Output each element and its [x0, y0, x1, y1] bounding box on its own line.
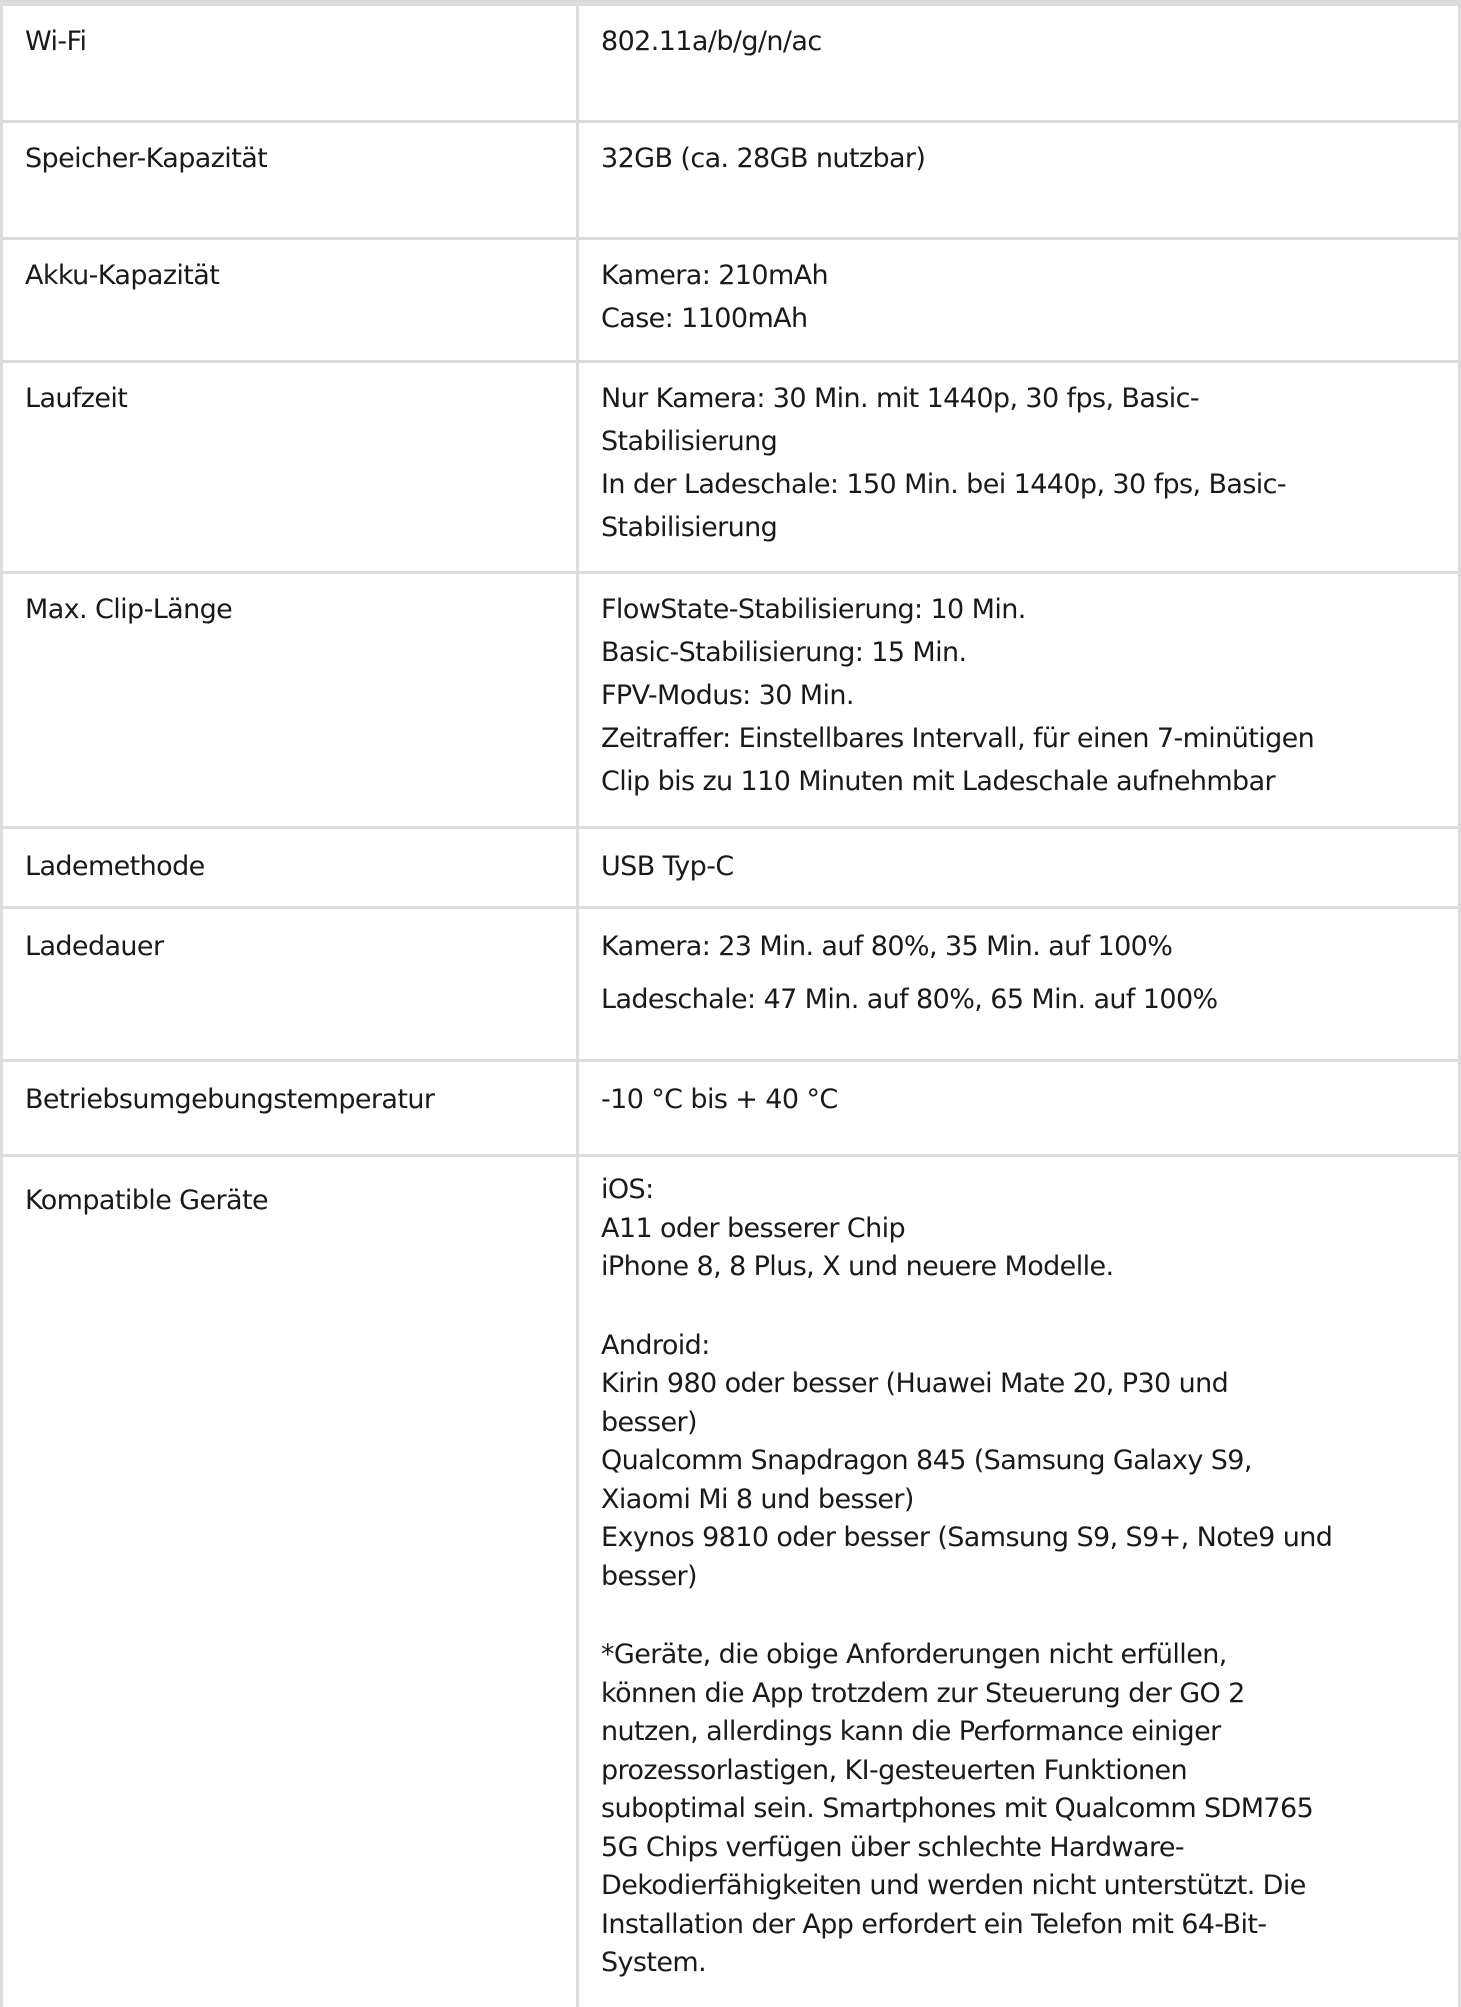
note-line: *Geräte, die obige Anforderungen nicht erfüllen, [601, 1639, 1227, 1670]
spec-row-battery [3, 240, 1458, 360]
ios-heading: iOS: [601, 1174, 654, 1205]
spec-value-line: Stabilisierung [601, 512, 778, 543]
spec-row-charging-method [3, 829, 1458, 906]
spec-row-charging-time [3, 909, 1458, 1059]
spacer [601, 968, 1436, 978]
spec-value-line: Ladeschale: 47 Min. auf 80%, 65 Min. auf 100% [601, 984, 1218, 1015]
note-line: nutzen, allerdings kann die Performance einiger [601, 1716, 1221, 1747]
spec-label: Laufzeit [3, 363, 576, 571]
spec-row-runtime [3, 363, 1458, 571]
android-section [601, 1327, 1436, 1597]
spec-value-line: FPV-Modus: 30 Min. [601, 680, 854, 711]
ios-line: iPhone 8, 8 Plus, X und neuere Modelle. [601, 1251, 1114, 1282]
android-line: besser) [601, 1560, 697, 1592]
spec-label: Max. Clip-Länge [3, 574, 576, 826]
note-line: 5G Chips verfügen über schlechte Hardware- [601, 1831, 1185, 1863]
spec-label: Speicher-Kapazität [3, 123, 576, 237]
spec-value-line: Stabilisierung [601, 426, 778, 457]
spec-label: Wi-Fi [3, 6, 576, 120]
spec-value [579, 1062, 1458, 1154]
spec-value-line: -10 °C bis + 40 °C [601, 1084, 838, 1115]
spec-label: Betriebsumgebungstemperatur [3, 1062, 576, 1154]
spec-value [579, 123, 1458, 237]
spec-value-line: USB Typ-C [601, 851, 734, 882]
spec-row-compatible-devices [3, 1157, 1458, 2007]
android-line: Qualcomm Snapdragon 845 (Samsung Galaxy S9, [601, 1445, 1252, 1476]
note-line: Dekodierfähigkeiten und werden nicht unterstützt. Die [601, 1870, 1306, 1901]
note-line: können die App trotzdem zur Steuerung der GO 2 [601, 1677, 1245, 1709]
spec-value-line: In der Ladeschale: 150 Min. bei 1440p, 30 fps, Basic- [601, 469, 1287, 500]
spec-value-line: Basic-Stabilisierung: 15 Min. [601, 637, 967, 668]
spec-value [579, 240, 1458, 360]
spec-value [579, 909, 1458, 1059]
spec-value-line: Nur Kamera: 30 Min. mit 1440p, 30 fps, Basic- [601, 383, 1200, 414]
spec-value-line: Zeitraffer: Einstellbares Intervall, für einen 7-minütigen [601, 723, 1315, 754]
spec-label: Akku-Kapazität [3, 240, 576, 360]
spec-value [579, 363, 1458, 571]
ios-line: A11 oder besserer Chip [601, 1212, 906, 1244]
spec-value [579, 1157, 1458, 2007]
android-line: Kirin 980 oder besser (Huawei Mate 20, P30 und [601, 1368, 1229, 1399]
spacer [601, 1287, 1436, 1327]
spec-value-line: Kamera: 210mAh [601, 260, 829, 291]
spacer [601, 1596, 1436, 1636]
android-line: Xiaomi Mi 8 und besser) [601, 1483, 914, 1515]
spec-value-line: 802.11a/b/g/n/ac [601, 26, 822, 57]
spec-value [579, 6, 1458, 120]
spec-value-line: 32GB (ca. 28GB nutzbar) [601, 143, 926, 174]
spec-value [579, 829, 1458, 906]
spec-label: Kompatible Geräte [3, 1157, 576, 2007]
ios-section [601, 1171, 1436, 1287]
spec-row-storage [3, 123, 1458, 237]
android-line: besser) [601, 1406, 697, 1438]
spec-value [579, 574, 1458, 826]
spec-value-line: FlowState-Stabilisierung: 10 Min. [601, 594, 1026, 625]
spec-value-line: Case: 1100mAh [601, 303, 808, 334]
note-line: prozessorlastigen, KI-gesteuerten Funktionen [601, 1754, 1188, 1786]
spec-label: Lademethode [3, 829, 576, 906]
spec-row-temperature [3, 1062, 1458, 1154]
spec-row-wifi [3, 6, 1458, 120]
spec-row-clip-length [3, 574, 1458, 826]
android-heading: Android: [601, 1329, 710, 1361]
spec-value-line: Clip bis zu 110 Minuten mit Ladeschale aufnehmbar [601, 766, 1276, 797]
spec-value-line: Kamera: 23 Min. auf 80%, 35 Min. auf 100% [601, 931, 1173, 962]
spec-label: Ladedauer [3, 909, 576, 1059]
compatibility-note [601, 1636, 1436, 1983]
android-line: Exynos 9810 oder besser (Samsung S9, S9+, Note9 und [601, 1522, 1333, 1553]
note-line: Installation der App erfordert ein Telefon mit 64-Bit- [601, 1908, 1267, 1940]
note-line: System. [601, 1947, 707, 1978]
note-line: suboptimal sein. Smartphones mit Qualcomm SDM765 [601, 1793, 1314, 1824]
